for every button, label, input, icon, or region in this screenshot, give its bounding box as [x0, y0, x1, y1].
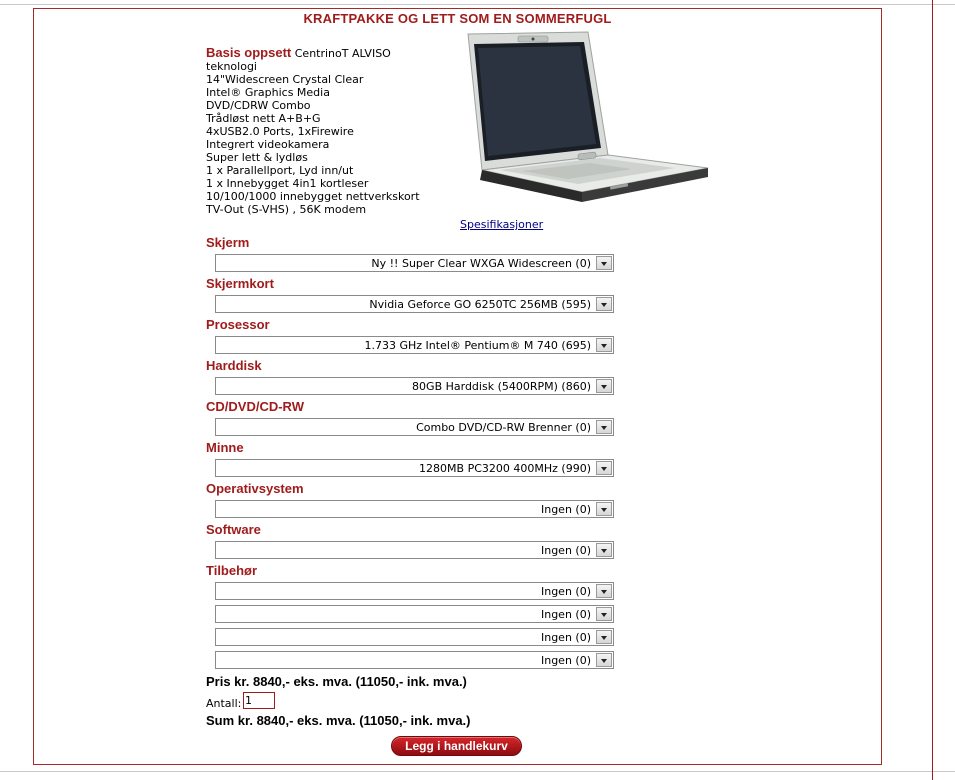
- select-tilbehor-3[interactable]: [215, 628, 614, 646]
- basis-first-line-rest: CentrinoT ALVISO: [291, 47, 391, 60]
- basis-line: DVD/CDRW Combo: [206, 99, 311, 112]
- label-harddisk: Harddisk: [206, 358, 262, 373]
- basis-line: Intel® Graphics Media: [206, 86, 330, 99]
- frame-bottom-edge: [33, 764, 882, 765]
- page-title: KRAFTPAKKE OG LETT SOM EN SOMMERFUGL: [303, 11, 612, 26]
- chevron-down-icon[interactable]: [596, 502, 612, 516]
- sum-text: Sum kr. 8840,- eks. mva. (11050,- ink. mva.): [206, 713, 471, 728]
- laptop-product-image: [460, 30, 710, 215]
- select-harddisk-value: 80GB Harddisk (5400RPM) (860): [412, 380, 591, 393]
- add-to-cart-button[interactable]: Legg i handlekurv: [391, 736, 522, 756]
- basis-config-text: [206, 46, 456, 216]
- select-tilbehor-1[interactable]: [215, 582, 614, 600]
- basis-line: 14"Widescreen Crystal Clear: [206, 73, 364, 86]
- select-prosessor-value: 1.733 GHz Intel® Pentium® M 740 (695): [364, 339, 591, 352]
- label-software: Software: [206, 522, 261, 537]
- select-operativsystem-value: Ingen (0): [540, 503, 591, 516]
- basis-lead: Basis oppsett: [206, 45, 292, 60]
- specifications-link[interactable]: Spesifikasjoner: [460, 218, 544, 231]
- label-tilbehor: Tilbehør: [206, 563, 258, 578]
- select-cd-dvd-value: Combo DVD/CD-RW Brenner (0): [416, 421, 591, 434]
- select-software[interactable]: [215, 541, 614, 559]
- basis-line: 10/100/1000 innebygget nettverkskort: [206, 190, 420, 203]
- label-cd-dvd: CD/DVD/CD-RW: [206, 399, 304, 414]
- label-minne: Minne: [206, 440, 244, 455]
- chevron-down-icon[interactable]: [596, 461, 612, 475]
- bottom-divider: [0, 771, 955, 772]
- chevron-down-icon[interactable]: [596, 543, 612, 557]
- basis-first-line: [206, 46, 456, 60]
- select-tilbehor-value: Ingen (0): [540, 608, 591, 621]
- antall-label: Antall:: [206, 697, 242, 710]
- basis-line: teknologi: [206, 60, 257, 73]
- right-border-rule: [932, 0, 933, 780]
- select-tilbehor-4[interactable]: [215, 651, 614, 669]
- antall-input[interactable]: [243, 692, 275, 709]
- select-prosessor[interactable]: [215, 336, 614, 354]
- chevron-down-icon[interactable]: [596, 256, 612, 270]
- select-tilbehor-value: Ingen (0): [540, 654, 591, 667]
- select-minne[interactable]: [215, 459, 614, 477]
- label-skjerm: Skjerm: [206, 235, 250, 250]
- chevron-down-icon[interactable]: [596, 420, 612, 434]
- basis-line: 1 x Innebygget 4in1 kortleser: [206, 177, 369, 190]
- chevron-down-icon[interactable]: [596, 379, 612, 393]
- chevron-down-icon[interactable]: [596, 297, 612, 311]
- chevron-down-icon[interactable]: [596, 630, 612, 644]
- select-skjerm-value: Ny !! Super Clear WXGA Widescreen (0): [371, 257, 591, 270]
- select-skjermkort[interactable]: [215, 295, 614, 313]
- basis-line: 4xUSB2.0 Ports, 1xFirewire: [206, 125, 354, 138]
- basis-line: Integrert videokamera: [206, 138, 330, 151]
- basis-line: TV-Out (S-VHS) , 56K modem: [206, 203, 367, 216]
- chevron-down-icon[interactable]: [596, 584, 612, 598]
- basis-line: Trådløst nett A+B+G: [206, 112, 321, 125]
- select-software-value: Ingen (0): [540, 544, 591, 557]
- select-harddisk[interactable]: [215, 377, 614, 395]
- select-minne-value: 1280MB PC3200 400MHz (990): [419, 462, 591, 475]
- chevron-down-icon[interactable]: [596, 338, 612, 352]
- chevron-down-icon[interactable]: [596, 607, 612, 621]
- select-tilbehor-value: Ingen (0): [540, 631, 591, 644]
- select-skjerm[interactable]: [215, 254, 614, 272]
- label-skjermkort: Skjermkort: [206, 276, 274, 291]
- label-prosessor: Prosessor: [206, 317, 270, 332]
- select-tilbehor-value: Ingen (0): [540, 585, 591, 598]
- select-skjermkort-value: Nvidia Geforce GO 6250TC 256MB (595): [369, 298, 591, 311]
- basis-line: Super lett & lydløs: [206, 151, 308, 164]
- top-divider: [0, 4, 955, 5]
- chevron-down-icon[interactable]: [596, 653, 612, 667]
- basis-line: 1 x Parallellport, Lyd inn/ut: [206, 164, 354, 177]
- select-tilbehor-2[interactable]: [215, 605, 614, 623]
- select-operativsystem[interactable]: [215, 500, 614, 518]
- price-text: Pris kr. 8840,- eks. mva. (11050,- ink. mva.): [206, 674, 467, 689]
- select-cd-dvd[interactable]: [215, 418, 614, 436]
- label-operativsystem: Operativsystem: [206, 481, 304, 496]
